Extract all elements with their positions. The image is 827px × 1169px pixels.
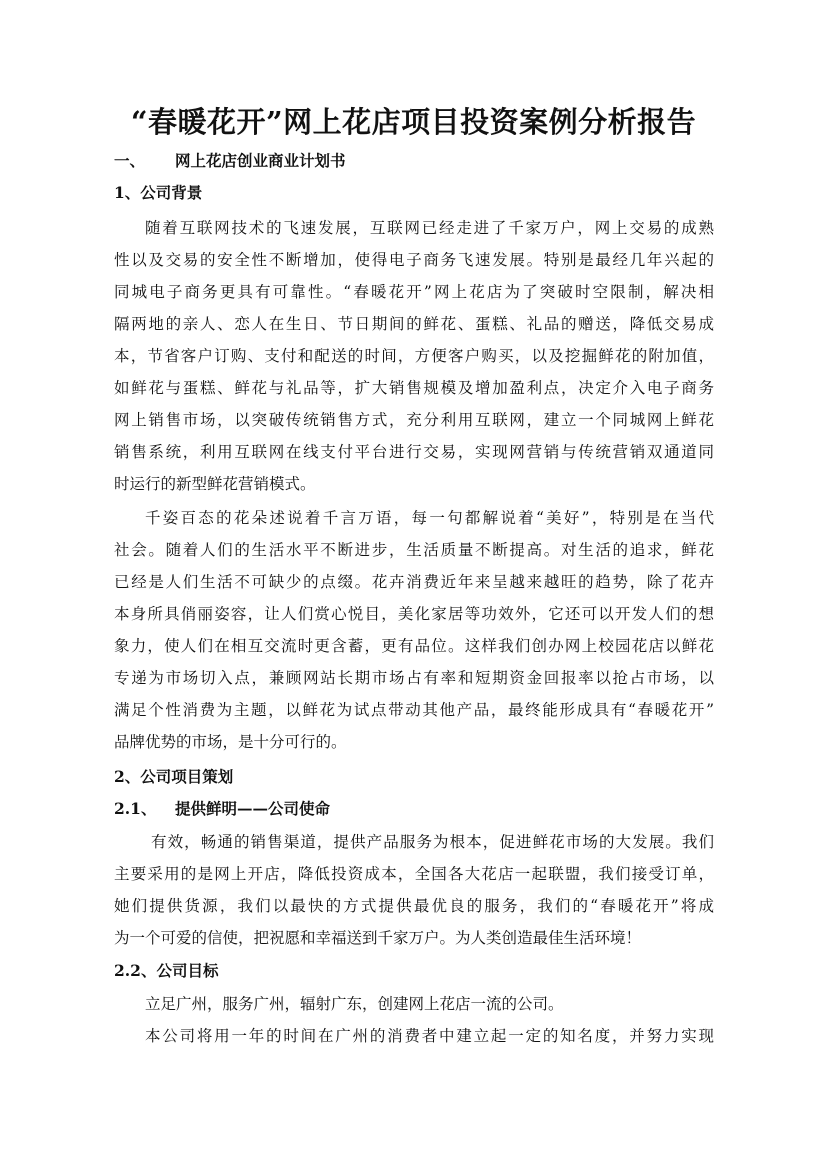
paragraph-line: 已经是人们生活不可缺少的点缀。花卉消费近年来呈越来越旺的趋势，除了花卉 <box>114 573 714 591</box>
paragraph-line: 满足个性消费为主题，以鲜花为试点带动其他产品，最终能形成具有“春暖花开” <box>114 701 714 719</box>
paragraph-line: 品牌优势的市场，是十分可行的。 <box>114 733 347 751</box>
paragraph-line: 象力，使人们在相互交流时更含蓄，更有品位。这样我们创办网上校园花店以鲜花 <box>114 637 714 655</box>
subsection-heading-company-background: 1、公司背景 <box>114 183 203 202</box>
paragraph-line: 主要采用的是网上开店，降低投资成本，全国各大花店一起联盟，我们接受订单， <box>114 865 714 883</box>
paragraph-company-goals <box>114 988 714 1020</box>
paragraph-line: 本身所具俏丽姿容，让人们赏心悦目，美化家居等功效外，它还可以开发人们的想 <box>114 605 714 623</box>
subsection-heading-company-mission <box>114 798 330 820</box>
paragraph-line: 时运行的新型鲜花营销模式。 <box>114 475 316 493</box>
subsection-heading-project-planning: 2、公司项目策划 <box>114 767 234 786</box>
section-number: 一、 <box>114 151 146 170</box>
paragraph-company-goals-plan <box>114 1020 714 1052</box>
paragraph-line: 销售系统，利用互联网在线支付平台进行交易，实现网营销与传统营销双通道同 <box>114 443 714 461</box>
section-title: 网上花店创业商业计划书 <box>175 151 346 170</box>
paragraph-line: 有效，畅通的销售渠道，提供产品服务为根本，促进鲜花市场的大发展。我们 <box>151 833 714 851</box>
paragraph-company-background <box>114 212 714 500</box>
paragraph-line: 如鲜花与蛋糕、鲜花与礼品等，扩大销售规模及增加盈利点，决定介入电子商务 <box>114 379 714 397</box>
paragraph-line: 性以及交易的安全性不断增加，使得电子商务飞速发展。特别是最经几年兴起的 <box>114 251 714 269</box>
paragraph-line: 隔两地的亲人、恋人在生日、节日期间的鲜花、蛋糕、礼品的赠送，降低交易成 <box>114 315 714 333</box>
section-heading-1 <box>114 150 346 172</box>
paragraph-line: 为一个可爱的信使，把祝愿和幸福送到千家万户。为人类创造最佳生活环境！ <box>114 929 642 947</box>
paragraph-line: 社会。随着人们的生活水平不断进步，生活质量不断提高。对生活的追求，鲜花 <box>114 541 714 559</box>
paragraph-company-mission <box>114 826 714 954</box>
section-number: 2.1、 <box>114 799 157 818</box>
paragraph-line: 同城电子商务更具有可靠性。“春暖花开”网上花店为了突破时空限制，解决相 <box>114 283 714 301</box>
subsection-heading-company-goals: 2.2、公司目标 <box>114 961 219 980</box>
paragraph-line: 本，节省客户订购、支付和配送的时间，方便客户购买，以及挖掘鲜花的附加值， <box>114 347 714 365</box>
paragraph-line: 立足广州，服务广州，辐射广东，创建网上花店一流的公司。 <box>145 995 564 1013</box>
paragraph-line: 本公司将用一年的时间在广州的消费者中建立起一定的知名度，并努力实现 <box>145 1027 714 1045</box>
paragraph-line: 千姿百态的花朵述说着千言万语，每一句都解说着“美好”，特别是在当代 <box>145 509 714 527</box>
paragraph-line: 她们提供货源，我们以最快的方式提供最优良的服务，我们的“春暖花开”将成 <box>114 897 714 915</box>
paragraph-line: 网上销售市场，以突破传统销售方式，充分利用互联网，建立一个同城网上鲜花 <box>114 411 714 429</box>
paragraph-flowers-meaning <box>114 502 714 758</box>
paragraph-line: 专递为市场切入点，兼顾网站长期市场占有率和短期资金回报率以抢占市场，以 <box>114 669 714 687</box>
paragraph-line: 随着互联网技术的飞速发展，互联网已经走进了千家万户，网上交易的成熟 <box>145 219 714 237</box>
section-title: 提供鲜明——公司使命 <box>175 799 331 818</box>
document-title: “春暖花开”网上花店项目投资案例分析报告 <box>130 105 697 139</box>
